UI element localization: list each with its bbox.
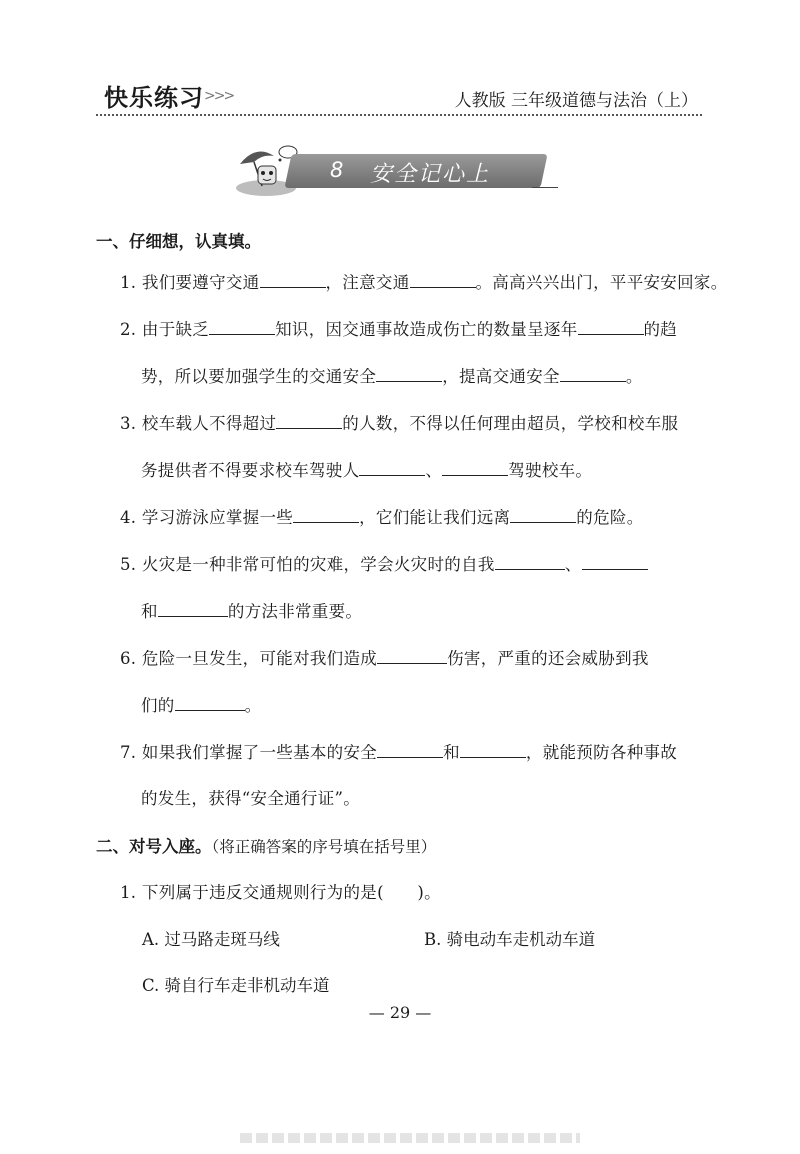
answer-blank[interactable] bbox=[209, 318, 275, 335]
question-text: ，注意交通 bbox=[325, 273, 410, 292]
answer-blank[interactable] bbox=[582, 553, 648, 570]
page-number: — 29 — bbox=[368, 1003, 432, 1022]
question-text: 务提供者不得要求校车驾驶人 bbox=[141, 461, 360, 480]
answer-blank[interactable] bbox=[560, 365, 626, 382]
answer-blank[interactable] bbox=[495, 553, 565, 570]
option-a[interactable]: A. 过马路走斑马线 bbox=[142, 930, 280, 949]
question-text: 的趋 bbox=[643, 320, 678, 339]
answer-blank[interactable] bbox=[410, 271, 476, 288]
section-2-title bbox=[96, 833, 436, 857]
question-4 bbox=[120, 506, 702, 529]
question-3-continued bbox=[141, 459, 702, 482]
question-6-continued bbox=[141, 694, 702, 717]
question-text: 5. 火灾是一种非常可怕的灾难，学会火灾时的自我 bbox=[120, 555, 495, 574]
question-text: 和 bbox=[443, 743, 460, 762]
question-5-continued bbox=[141, 600, 702, 623]
page-header bbox=[96, 70, 702, 116]
question-text: 的危险。 bbox=[576, 508, 644, 527]
section-2-instruction: （将正确答案的序号填在括号里） bbox=[211, 838, 437, 856]
question-text: 7. 如果我们掌握了一些基本的安全 bbox=[120, 743, 378, 762]
question-text: 、 bbox=[425, 461, 443, 480]
answer-blank[interactable] bbox=[460, 741, 526, 758]
question-stem: 1. 下列属于违反交通规则行为的是( )。 bbox=[120, 883, 441, 902]
question-text: 。 bbox=[244, 696, 262, 715]
option-b[interactable]: B. 骑电动车走机动车道 bbox=[424, 930, 596, 949]
question-text: 驾驶校车。 bbox=[508, 461, 593, 480]
question-7 bbox=[120, 741, 702, 764]
answer-blank[interactable] bbox=[175, 694, 245, 711]
answer-blank[interactable] bbox=[510, 506, 576, 523]
question-2 bbox=[120, 318, 702, 341]
bottom-watermark bbox=[240, 1133, 580, 1143]
lesson-number: 8 bbox=[330, 158, 344, 182]
question-text: ，就能预防各种事故 bbox=[525, 743, 678, 762]
question-text: 1. 我们要遵守交通 bbox=[120, 273, 260, 292]
question-text: 势，所以要加强学生的交通安全 bbox=[141, 367, 377, 386]
answer-blank[interactable] bbox=[359, 459, 425, 476]
section-1-title: 一、仔细想，认真填。 bbox=[96, 232, 261, 251]
answer-blank[interactable] bbox=[293, 506, 359, 523]
question-text: 和 bbox=[141, 602, 158, 621]
question-text: ，提高交通安全 bbox=[442, 367, 560, 386]
question-text: 3. 校车载人不得超过 bbox=[120, 414, 277, 433]
series-brand: 快乐练习 bbox=[104, 84, 204, 112]
lesson-title: 安全记心上 bbox=[370, 162, 491, 187]
question-text: 2. 由于缺乏 bbox=[120, 320, 210, 339]
answer-blank[interactable] bbox=[376, 365, 442, 382]
answer-blank[interactable] bbox=[377, 647, 447, 664]
question-text: 的发生，获得“安全通行证”。 bbox=[141, 789, 361, 808]
question-1 bbox=[120, 271, 728, 294]
answer-blank[interactable] bbox=[442, 459, 508, 476]
choice-question-1 bbox=[120, 882, 702, 904]
answer-blank[interactable] bbox=[377, 741, 443, 758]
question-text: 6. 危险一旦发生，可能对我们造成 bbox=[120, 649, 378, 668]
question-2-continued bbox=[141, 365, 702, 388]
answer-blank[interactable] bbox=[158, 600, 228, 617]
question-text: 。 bbox=[625, 367, 643, 386]
question-text: 4. 学习游泳应掌握一些 bbox=[120, 508, 294, 527]
question-text: 伤害，严重的还会威胁到我 bbox=[447, 649, 649, 668]
question-text: 们的 bbox=[141, 696, 175, 715]
question-text: 的方法非常重要。 bbox=[227, 602, 363, 621]
question-text: 。高高兴兴出门，平平安安回家。 bbox=[475, 273, 728, 292]
question-6 bbox=[120, 647, 702, 670]
question-text: 的人数，不得以任何理由超员，学校和校车服 bbox=[342, 414, 679, 433]
answer-blank[interactable] bbox=[578, 318, 644, 335]
question-5 bbox=[120, 553, 702, 576]
question-text: 知识，因交通事故造成伤亡的数量呈逐年 bbox=[275, 320, 578, 339]
section-2-heading: 二、对号入座。 bbox=[96, 837, 212, 856]
answer-blank[interactable] bbox=[260, 271, 326, 288]
question-3 bbox=[120, 412, 702, 435]
question-text: ，它们能让我们远离 bbox=[359, 508, 511, 527]
edition-label: 人教版 三年级道德与法治（上） bbox=[454, 91, 698, 111]
question-text: 、 bbox=[564, 555, 582, 574]
title-underline bbox=[532, 187, 558, 188]
answer-blank[interactable] bbox=[276, 412, 342, 429]
chevron-decoration-icon: >>> bbox=[204, 88, 234, 104]
option-c[interactable]: C. 骑自行车走非机动车道 bbox=[142, 976, 330, 995]
question-7-continued bbox=[141, 788, 702, 810]
lesson-banner bbox=[232, 140, 562, 198]
